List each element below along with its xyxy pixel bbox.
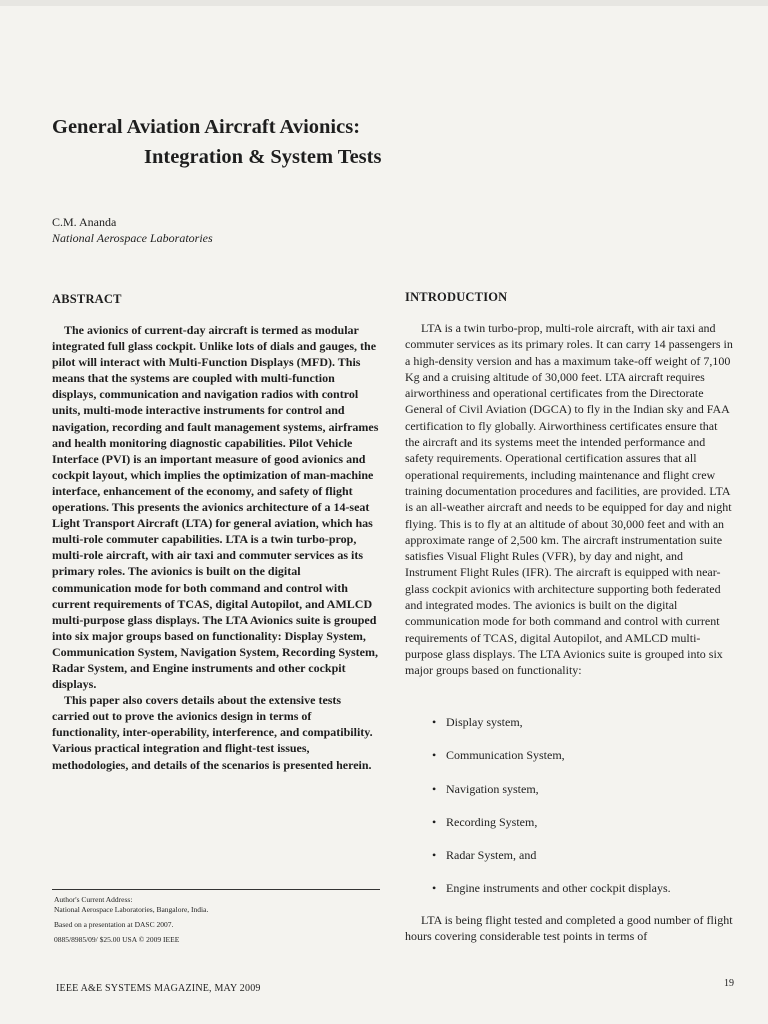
journal-footer: IEEE A&E SYSTEMS MAGAZINE, MAY 2009 xyxy=(56,983,261,994)
abstract-paragraph-1: The avionics of current-day aircraft is termed as modular integrated full glass cockpit. Unlike lots of dials and gauges, the pilot will interact with Multi-Function Displays (MFD). This means that the systems are coupled with multi-function displays, communication and navigation radios with control units, multi-mode interactive instruments for control and navigation, recording and fault management systems, airframes and health monitoring diagnostic capabilities. Pilot Vehicle Interface (PVI) is an important measure of good avionics and cockpit layout, which implies the optimization of man-machine interface, enhancement of the economy, and safety of flight operations. This presents the avionics architecture of a 14-seat Light Transport Aircraft (LTA) for general aviation, which has multi-role commuter capabilities. LTA is a twin turbo-prop, multi-role aircraft, with air taxi and commuter services as its primary roles. The avionics is built on the digital communication mode for both command and control with current requirements of TCAS, digital Autopilot, and AMLCD multi-purpose glass displays. The LTA Avionics suite is grouped into six major groups based on functionality: Display System, Communication System, Navigation System, Recording System, Radar System, and Engine instruments and other cockpit displays. xyxy=(52,323,379,692)
bullet-icon: • xyxy=(432,848,437,863)
bullet-icon: • xyxy=(432,781,437,796)
list-item: • Recording System, xyxy=(432,814,538,829)
paper-title xyxy=(52,112,612,172)
introduction-paragraph: LTA is a twin turbo-prop, multi-role aircraft, with air taxi and commuter services as its primary roles. It can carry 14 passengers in a high-density version and has a maximum take-off weight of 7,100 Kg and a cruising altitude of 30,000 feet. LTA aircraft requires airworthiness and operational certificates from the Directorate General of Civil Aviation (DGCA) to fly in the Indian sky and FAA certification to fly globally. Airworthiness certificates ensure that the aircraft and its systems meet the intended performance and safety requirements. Operational certification assures that all operational requirements, including maintenance and flight crew training documentation procedures and facilities, are provided. LTA is an all-weather aircraft and needs to be equipped for day and night flying. This is to fly at an altitude of about 30,000 feet and with an approximate range of 2,500 km. The aircraft instrumentation suite satisfies Visual Flight Rules (VFR), by day and night, and Instrument Flight Rules (IFR). The aircraft is equipped with near-glass cockpit avionics with architecture supporting both federated and integrated modes. The avionics is built on the digital communication mode for both command and control with current requirements of TCAS, digital Autopilot, and AMLCD multi-purpose glass displays. The LTA Avionics suite is grouped into six major groups based on functionality: xyxy=(405,321,733,678)
footnote-copyright: 0885/8985/09/ $25.00 USA © 2009 IEEE xyxy=(54,935,180,944)
list-item: • Navigation system, xyxy=(432,781,539,796)
bullet-icon: • xyxy=(432,748,437,763)
author-affiliation: National Aerospace Laboratories xyxy=(52,231,213,245)
avionics-groups-list xyxy=(432,714,742,914)
footnote-address: National Aerospace Laboratories, Bangalore, India. xyxy=(54,905,209,914)
abstract-paragraph-2: This paper also covers details about the extensive tests carried out to prove the avionics design in terms of functionality, inter-operability, interference, and compatibility. Various practical integration and flight-test issues, methodologies, and details of the scenarios is presented herein. xyxy=(52,693,373,772)
bullet-icon: • xyxy=(432,715,437,729)
author-name: C.M. Ananda xyxy=(52,215,117,229)
list-item: • Engine instruments and other cockpit displays. xyxy=(432,881,671,896)
closing-paragraph: LTA is being flight tested and completed a good number of flight hours covering considerable test points in terms of xyxy=(405,913,733,944)
list-item: • Communication System, xyxy=(432,748,565,763)
list-item: • Display system, xyxy=(432,715,523,729)
footnote-block xyxy=(54,895,384,945)
introduction-heading: INTRODUCTION xyxy=(405,290,508,304)
scan-top-edge xyxy=(0,0,768,6)
abstract-body xyxy=(52,322,380,773)
abstract-heading: ABSTRACT xyxy=(52,292,122,306)
title-line-1: General Aviation Aircraft Avionics: xyxy=(52,116,361,138)
footnote-rule xyxy=(52,889,380,890)
introduction-closing xyxy=(405,912,735,945)
introduction-body xyxy=(405,320,735,679)
list-item: • Radar System, and xyxy=(432,848,537,863)
author-block xyxy=(52,214,213,246)
footnote-address-label: Author's Current Address: xyxy=(54,895,133,904)
bullet-icon: • xyxy=(432,814,437,829)
footnote-presentation: Based on a presentation at DASC 2007. xyxy=(54,920,174,929)
bullet-icon: • xyxy=(432,881,437,896)
page-number: 19 xyxy=(724,978,734,989)
title-line-2: Integration & System Tests xyxy=(144,146,382,168)
